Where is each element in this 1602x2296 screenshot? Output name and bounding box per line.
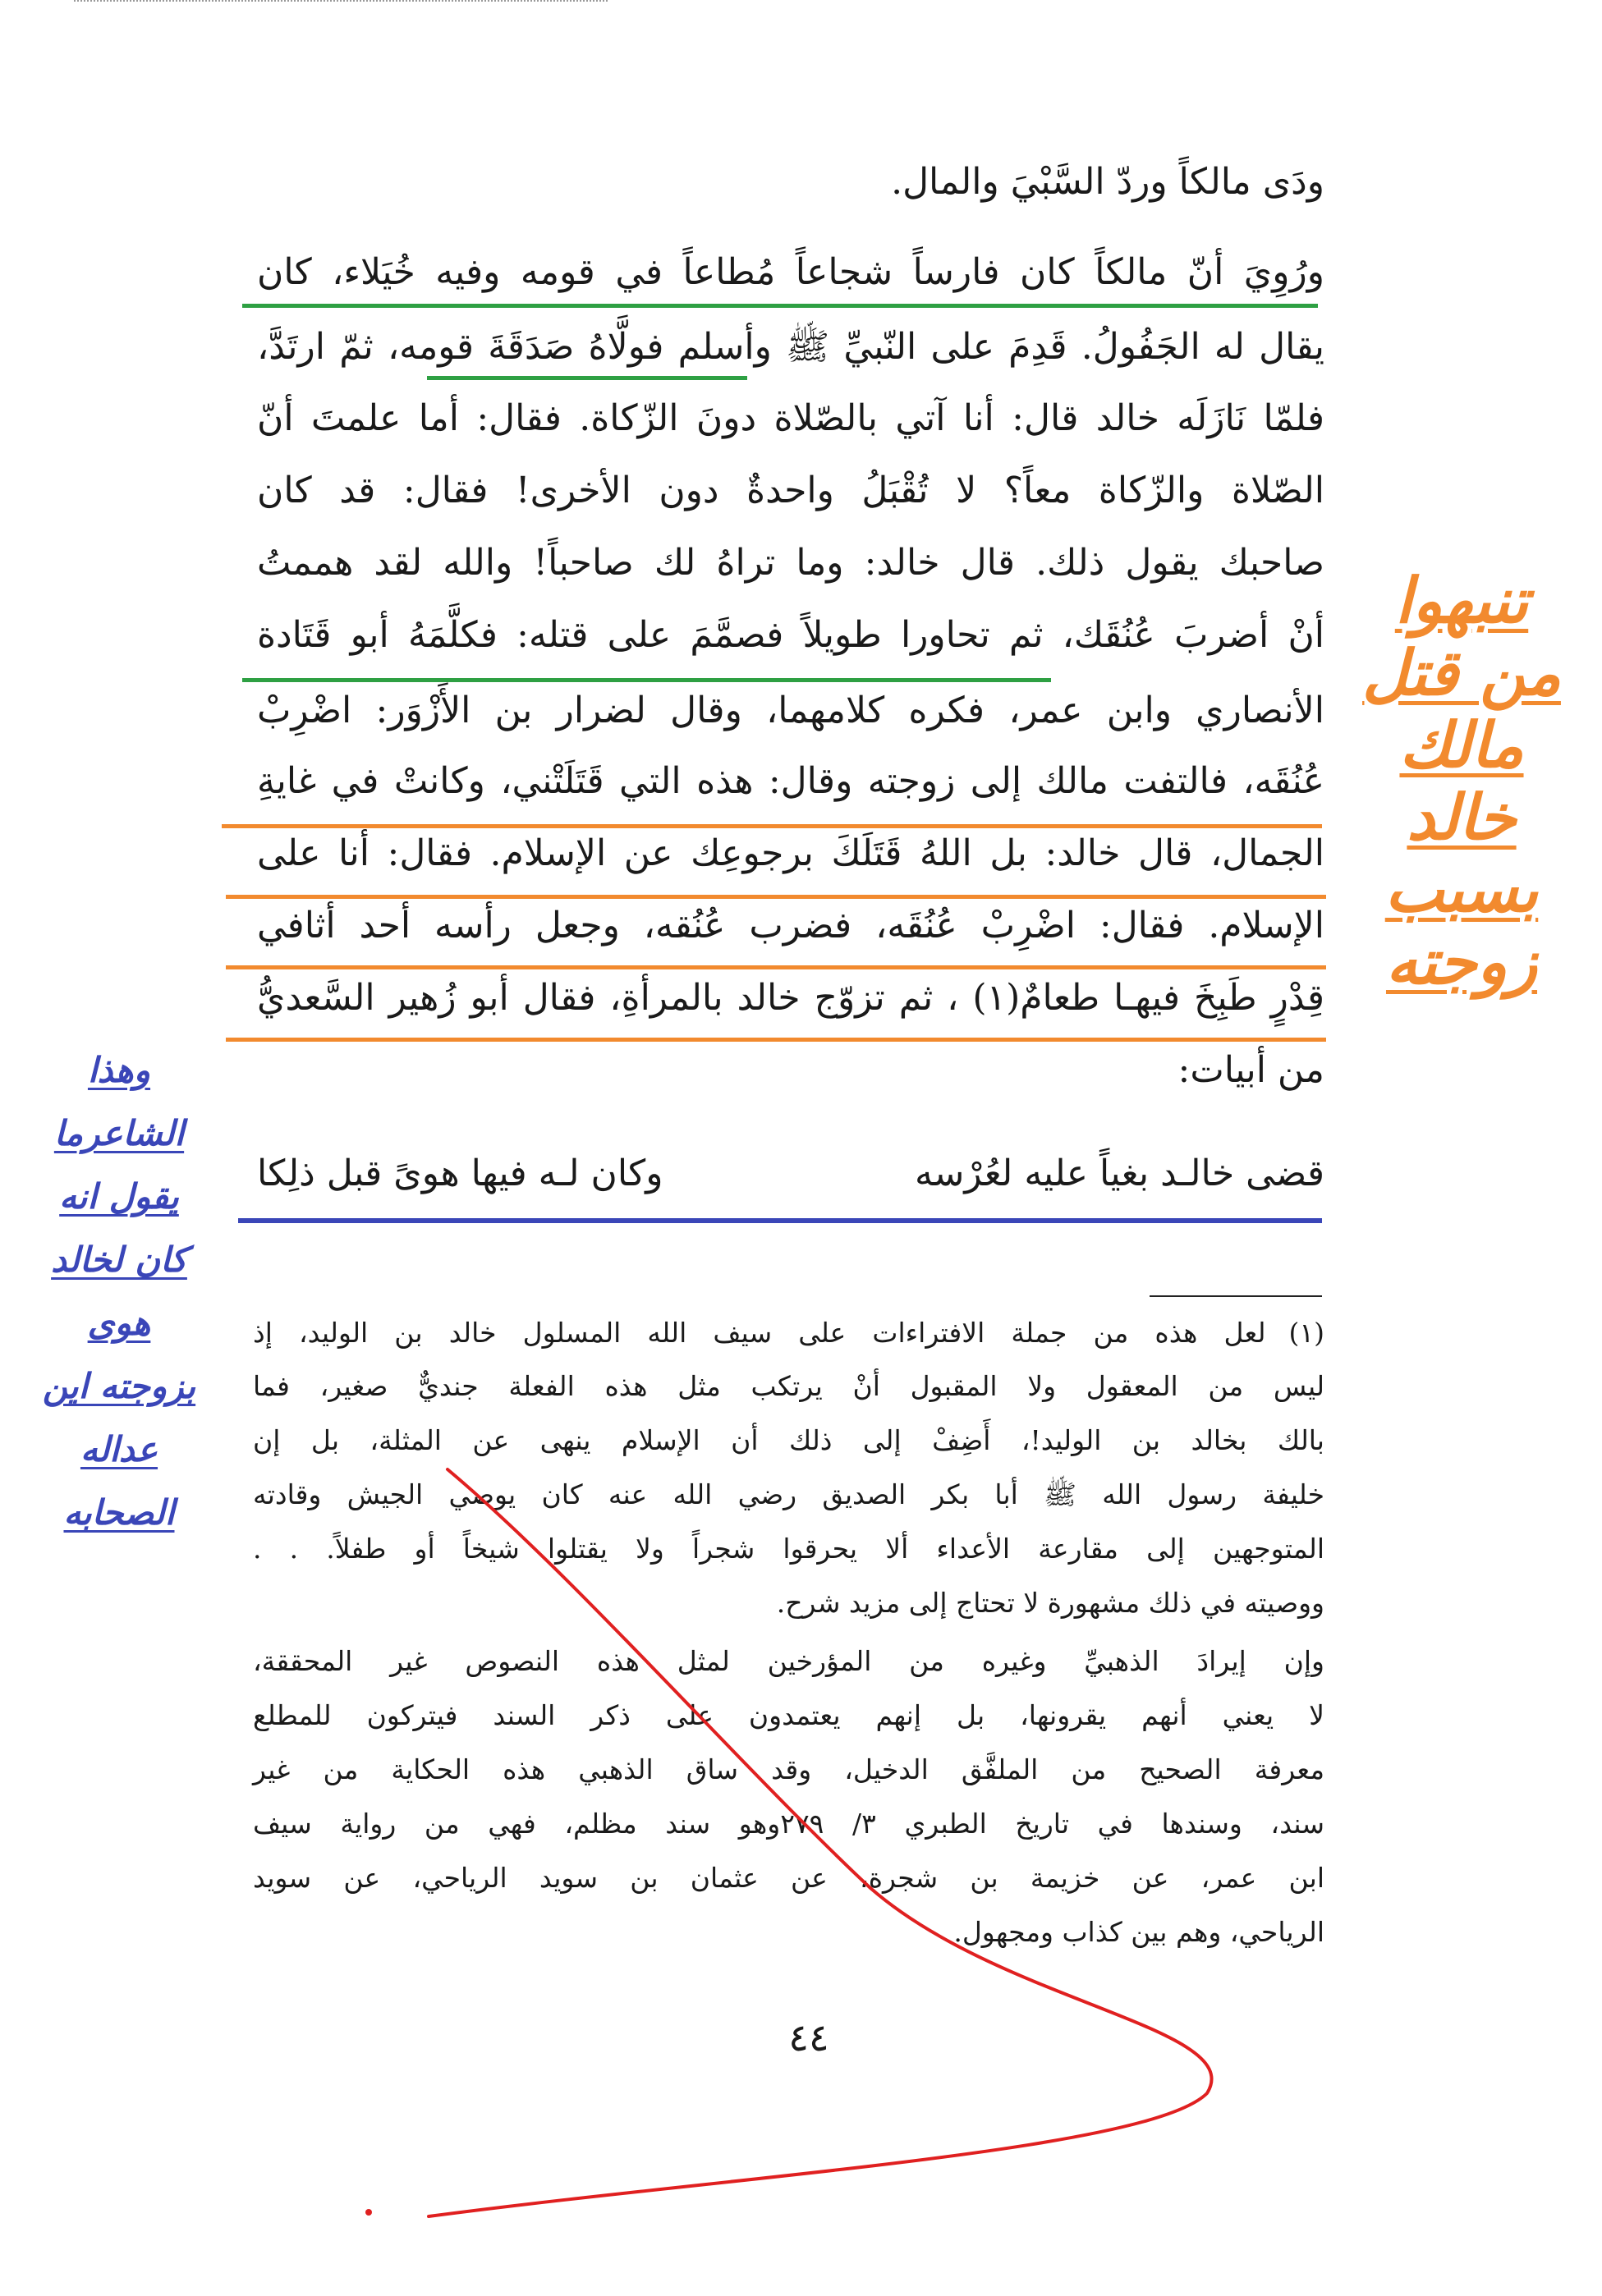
right-margin-annotation bbox=[1347, 565, 1577, 998]
footnote-line-1 bbox=[253, 1313, 1324, 1353]
green-underline-1 bbox=[242, 304, 1318, 308]
main-text-line-8: الأنصاري وابن عمر، فكره كلامهما، وقال لضرار بن الأَزْوَر: اضْرِبْ bbox=[257, 690, 1324, 731]
footnote-line-2: ليس من المعقول ولا المقبول أنْ يرتكب مثل هذه الفعلة جنديٌّ صغير، فما bbox=[253, 1370, 1324, 1402]
right-note-line: تنبهوا bbox=[1394, 564, 1529, 637]
page-number: ٤٤ bbox=[788, 2015, 829, 2060]
footnote-line-8: لا يعني أنهم يقرونها، بل إنهم يعتمدون على ذكر السند فيتركون للمطلع bbox=[253, 1699, 1324, 1731]
left-note-line: بزوجته اين bbox=[42, 1366, 196, 1406]
main-text-line-13: من أبيات: bbox=[1177, 1049, 1324, 1091]
main-text-line-9: عُنُقَه، فالتفت مالك إلى زوجته وقال: هذه التي قَتَلَتْني، وكانتْ في غايةِ bbox=[257, 760, 1324, 802]
orange-underline-4 bbox=[226, 1038, 1326, 1042]
footnote-line-12: الرياحي، وهم بين كذاب ومجهول. bbox=[953, 1916, 1324, 1948]
left-note-line: كان لخالد bbox=[51, 1240, 187, 1280]
main-text-line-10: الجمال، قال خالد: بل اللهُ قَتَلَكَ برجوعِك عن الإسلام. فقال: أنا على bbox=[257, 832, 1324, 874]
right-note-line: من قتل bbox=[1362, 636, 1561, 709]
main-text-line-6: صاحبك يقول ذلك. قال خالد: وما تراهُ لك صاحباً! والله لقد هممتُ bbox=[257, 542, 1324, 584]
main-text-line-12: قِدْرٍ طَبِخَ فيهـا طعامٌ(١) ، ثم تزوّج خالد بالمرأةِ، فقال أبو زُهير السَّعديُّ bbox=[257, 977, 1324, 1019]
orange-underline-3 bbox=[226, 965, 1326, 969]
left-margin-annotation bbox=[8, 1038, 230, 1544]
scan-header-dots bbox=[74, 0, 608, 2]
left-note-line: وهذا bbox=[87, 1050, 151, 1090]
right-note-line: بسبب bbox=[1384, 853, 1539, 926]
green-underline-2 bbox=[427, 376, 747, 380]
main-text-line-4: فلمّا نَازَلَه خالد قال: أنا آتي بالصّلاة دونَ الزّكاة. فقال: أما علمتَ أنّ bbox=[257, 397, 1324, 439]
footnote-line-5: المتوجهين إلى مقارعة الأعداء ألا يحرقوا شجراً ولا يقتلوا شيخاً أو طفلاً. . . bbox=[253, 1533, 1324, 1565]
right-note-line: مالك bbox=[1399, 708, 1524, 781]
left-note-line: يقول انه bbox=[59, 1176, 179, 1217]
orange-underline-2 bbox=[226, 895, 1326, 899]
footnote-line-4: خليفة رسول الله ﷺ أبا بكر الصديق رضي الله عنه كان يوصي الجيش وقادته bbox=[253, 1478, 1324, 1510]
footnote-line-9: معرفة الصحيح من الملفَّق الدخيل، وقد ساق الذهبي هذه الحكاية من غير bbox=[253, 1753, 1324, 1785]
blue-underline-verse bbox=[238, 1218, 1322, 1223]
left-note-line: عداله bbox=[80, 1429, 158, 1469]
footnote-line-6: ووصيته في ذلك مشهورة لا تحتاج إلى مزيد شرح. bbox=[776, 1587, 1324, 1619]
main-text-line-3: يقال له الجَفُولُ. قَدِمَ على النّبيِّ ﷺ وأسلم فولَّاهُ صَدَقَةَ قومه، ثمّ ارتَدَّ، bbox=[257, 326, 1324, 368]
main-text-line-2: ورُوِيَ أنّ مالكاً كان فارساً شجاعاً مُطاعاً في قومه وفيه خُيَلاء، كان bbox=[257, 251, 1324, 293]
footnote-line-10: سند، وسندها في تاريخ الطبري ٣/ ٢٧٩وهو سند مظلم، فهي من رواية سيف bbox=[253, 1808, 1325, 1840]
footnote-line-3: بالك بخالد بن الوليد!، أَضِفْ إلى ذلك أن الإسلام ينهى عن المثلة، بل إن bbox=[253, 1424, 1324, 1456]
poem-verse bbox=[257, 1149, 1324, 1198]
footnote-line-1-text: لعل هذه من جملة الافتراءات على سيف الله المسلول خالد بن الوليد، إذ bbox=[253, 1317, 1266, 1349]
footnote-line-11: ابن عمر، عن خزيمة بن شجرة، عن عثمان بن سويد الرياحي، عن سويد bbox=[253, 1862, 1324, 1894]
left-note-line: الصحابه bbox=[63, 1492, 175, 1533]
main-text-line-1: ودَى مالكاً وردّ السَّبْيَ والمال. bbox=[891, 161, 1324, 203]
verse-second-hemistich: وكان لـه فيها هوىً قبل ذلِكا bbox=[257, 1153, 663, 1194]
left-note-line: الشاعرما bbox=[53, 1113, 185, 1153]
orange-underline-1 bbox=[222, 824, 1322, 828]
green-underline-3 bbox=[242, 678, 1051, 682]
right-note-line: خالد bbox=[1407, 781, 1517, 854]
main-text-line-5: الصّلاة والزّكاة معاً؟ لا تُقْبَلُ واحدةٌ دون الأخرى! فقال: قد كان bbox=[257, 470, 1324, 511]
verse-first-hemistich: قضى خالـد بغياً عليه لعُرْسه bbox=[914, 1153, 1324, 1194]
left-note-line: هوى bbox=[87, 1303, 151, 1343]
footnote-line-7: وإن إيرادَ الذهبيِّ وغيره من المؤرخين لمثل هذه النصوص غير المحققة، bbox=[253, 1645, 1324, 1677]
footnote-separator bbox=[1150, 1295, 1322, 1297]
main-text-line-7: أنْ أضربَ عُنُقَك، ثم تحاورا طويلاً فصمَّمَ على قتله: فكلَّمَهُ أبو قَتَادة bbox=[257, 614, 1324, 656]
footnote-marker: (١) bbox=[1288, 1317, 1324, 1349]
main-text-line-11: الإسلام. فقال: اضْرِبْ عُنُقَه، فضرب عُنُقه، وجعل رأسه أحد أثافي bbox=[257, 905, 1324, 946]
right-note-line: زوجته bbox=[1385, 925, 1538, 998]
